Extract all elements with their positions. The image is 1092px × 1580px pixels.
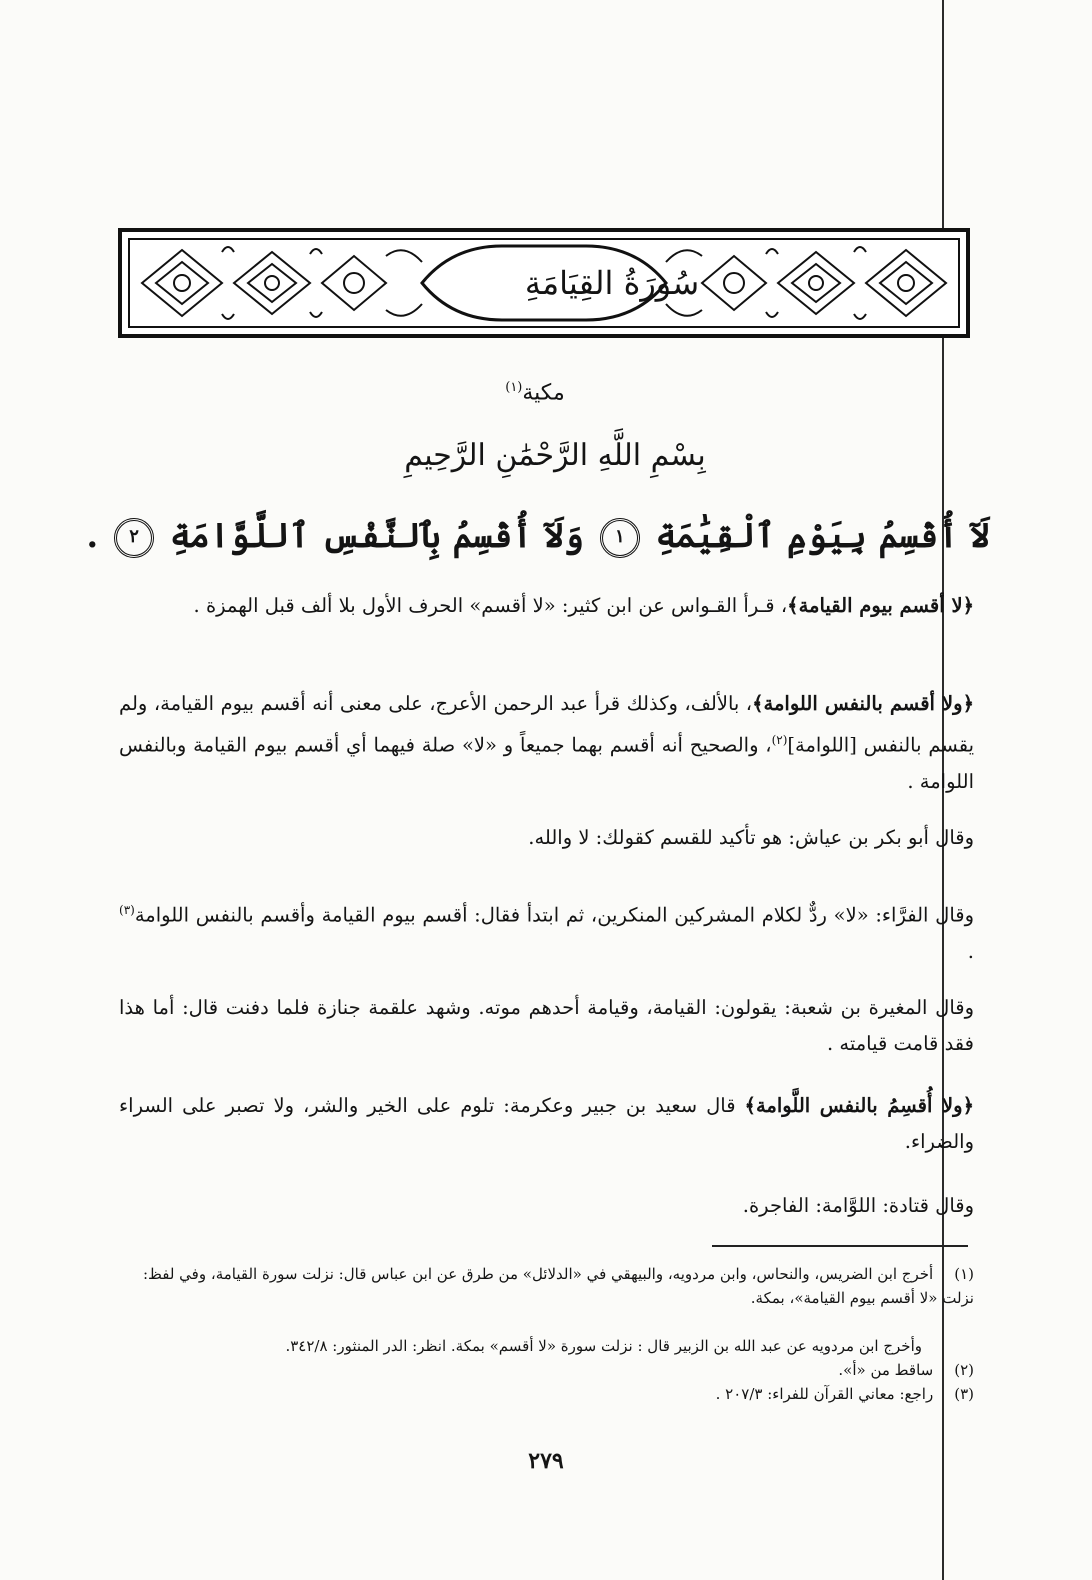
paragraph-2 xyxy=(119,686,974,800)
surah-title: سُورَةُ القِيَامَةِ xyxy=(524,264,700,302)
ornament-diamond-left-3 xyxy=(322,256,386,310)
footnote-1 xyxy=(119,1262,974,1310)
ayah-marker-1: ١ xyxy=(600,518,640,558)
verse-end: . xyxy=(86,516,99,556)
makkiya-text: مكية xyxy=(522,380,565,406)
p2-text-b: ، والصحيح أنه أقسم بهما جميعاً و «لا» صلة فيهما أي أقسم بيوم القيامة وبالنفس اللوامة . xyxy=(119,733,974,793)
ornament-diamond-left-1 xyxy=(142,250,222,316)
verse-part-2: وَلَآ أُقْسِمُ بِٱلنَّفْسِ ٱللَّوَّامَةِ xyxy=(169,516,584,556)
ornament-diamond-right-2 xyxy=(778,252,854,314)
footnote-2-text: ساقط من «أ». xyxy=(838,1361,934,1379)
paragraph-4 xyxy=(119,892,974,970)
makkiya-footnote-ref: (١) xyxy=(505,380,523,395)
p1-quote: ﴿لا أقسم بيوم القيامة﴾ xyxy=(787,594,974,617)
p2-footnote-ref: (٢) xyxy=(771,733,788,747)
footnote-3-text: راجع: معاني القرآن للفراء: ٢٠٧/٣ . xyxy=(715,1385,934,1403)
quran-verse xyxy=(86,515,990,558)
ornament-diamond-left-2 xyxy=(234,252,310,314)
surah-header-banner xyxy=(118,228,970,338)
ornament-diamond-left-1-inner xyxy=(156,262,208,304)
ornament-diamond-right-1 xyxy=(866,250,946,316)
p4-footnote-ref: (٣) xyxy=(119,903,135,917)
p4-end: . xyxy=(967,939,974,963)
p4-text: وقال الفرَّاء: «لا» ردٌّ لكلام المشركين المنكرين، ثم ابتدأ فقال: أقسم بيوم القيامة وأقسم بالنفس اللوامة xyxy=(134,903,974,927)
footnote-1b-text: وأخرج ابن مردويه عن عبد الله بن الزبير قال : نزلت سورة «لا أقسم» بمكة. انظر: الدر المنثور: ٣٤٢/٨. xyxy=(285,1337,922,1355)
paragraph-1 xyxy=(119,588,974,624)
footnote-3-number: (٣) xyxy=(954,1385,974,1403)
makkiya-label xyxy=(420,380,650,405)
footnote-separator xyxy=(712,1245,968,1247)
ayah-marker-2: ٢ xyxy=(114,518,154,558)
footnote-1-text: أخرج ابن الضريس، والنحاس، وابن مردويه، والبيهقي في «الدلائل» من طرق عن ابن عباس قال: نزلت سورة القيامة، وفي لفظ: نزلت «لا أقسم بيوم القيامة»، بمكة. xyxy=(142,1265,974,1307)
paragraph-7: وقال قتادة: اللوَّامة: الفاجرة. xyxy=(742,1194,974,1217)
p6-text: قال سعيد بن جبير وعكرمة: تلوم على الخير والشر، ولا تصبر على السراء والضراء. xyxy=(119,1094,974,1153)
paragraph-6 xyxy=(119,1088,974,1160)
p1-text: ، قـرأ القـواس عن ابن كثير: «لا أقسم» الحرف الأول بلا ألف قبل الهمزة . xyxy=(193,594,788,617)
footnote-3 xyxy=(119,1382,974,1406)
paragraph-3: وقال أبو بكر بن عياش: هو تأكيد للقسم كقولك: لا والله. xyxy=(528,826,974,849)
footnote-2-number: (٢) xyxy=(954,1361,974,1379)
footnote-1-number: (١) xyxy=(954,1265,974,1283)
paragraph-5: وقال المغيرة بن شعبة: يقولون: القيامة، وقيامة أحدهم موته. وشهد علقمة جنازة فلما دفنت قال: أما هذا فقد قامت قيامته . xyxy=(119,996,974,1055)
p6-quote: ﴿ولا أُقسِمُ بالنفس اللَّوامة﴾ xyxy=(744,1094,974,1117)
page-number: ٢٧٩ xyxy=(528,1448,564,1474)
ornament-circle-left-1 xyxy=(174,275,190,291)
verse-part-1: لَآ أُقْسِمُ بِيَوْمِ ٱلْقِيَٰمَةِ xyxy=(655,516,990,556)
p2-quote: ﴿ولا أقسم بالنفس اللوامة﴾ xyxy=(752,692,974,715)
basmala: بِسْمِ اللَّهِ الرَّحْمَٰنِ الرَّحِيمِ xyxy=(404,438,706,473)
footnote-1-continued xyxy=(122,1334,922,1358)
p2-text-a: ، بالألف، وكذلك قرأ عبد الرحمن الأعرج، على معنى أنه أقسم بيوم القيامة، ولم يقسم بالنفس [اللوامة] xyxy=(119,692,974,757)
footnote-2 xyxy=(119,1358,974,1382)
